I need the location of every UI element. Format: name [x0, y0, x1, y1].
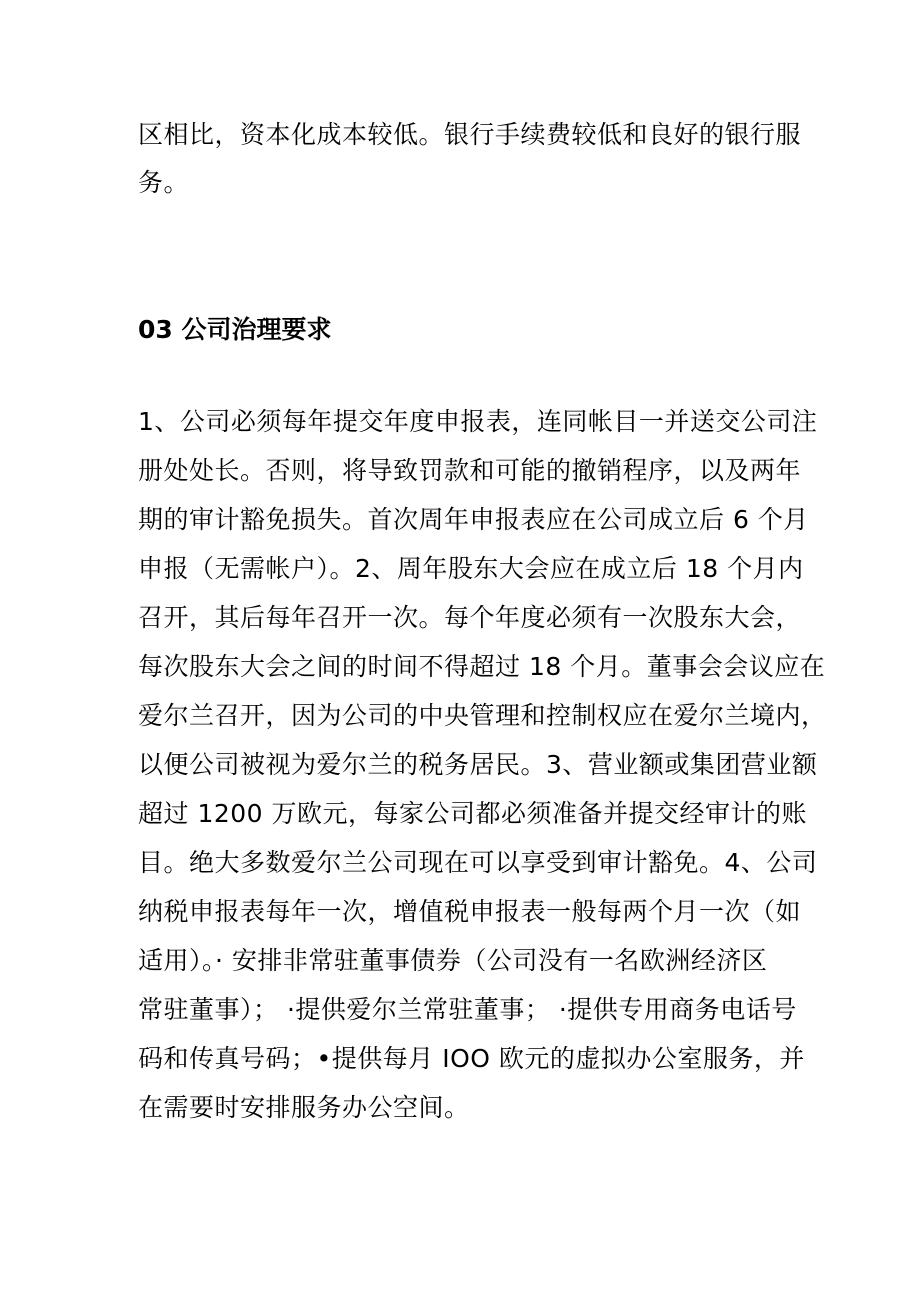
intro-line-1: 区相比，资本化成本较低。银行手续费较低和良好的银行服 [138, 120, 802, 149]
body-line-11: 纳税申报表每年一次，增值税申报表一般每两个月一次（如 [138, 897, 802, 926]
section-heading: 03 公司治理要求 [138, 315, 332, 344]
body-line-13: 常驻董事）； ·提供爱尔兰常驻董事； ·提供专用商务电话号 [138, 995, 797, 1024]
body-line-1: 1、公司必须每年提交年度申报表，连同帐目一并送交公司注 [138, 407, 818, 436]
body-line-10: 目。绝大多数爱尔兰公司现在可以享受到审计豁免。4、公司 [138, 848, 818, 877]
body-line-9: 超过 1200 万欧元，每家公司都必须准备并提交经审计的账 [138, 799, 808, 828]
body-line-6: 每次股东大会之间的时间不得超过 18 个月。董事会会议应在 [138, 652, 826, 681]
body-line-7: 爱尔兰召开，因为公司的中央管理和控制权应在爱尔兰境内， [138, 701, 827, 730]
body-line-4: 申报（无需帐户）。2、周年股东大会应在成立后 18 个月内 [138, 554, 804, 583]
body-line-14: 码和传真号码；•提供每月 IOO 欧元的虚拟办公室服务，并 [138, 1044, 805, 1073]
body-line-12: 适用）。· 安排非常驻董事债券（公司没有一名欧洲经济区 [138, 946, 768, 975]
body-line-8: 以便公司被视为爱尔兰的税务居民。3、营业额或集团营业额 [138, 750, 818, 779]
body-line-15: 在需要时安排服务办公空间。 [138, 1093, 470, 1122]
body-line-5: 召开，其后每年召开一次。每个年度必须有一次股东大会， [138, 603, 802, 632]
body-line-3: 期的审计豁免损失。首次周年申报表应在公司成立后 6 个月 [138, 505, 809, 534]
intro-line-2: 务。 [138, 168, 190, 197]
body-line-2: 册处处长。否则，将导致罚款和可能的撤销程序，以及两年 [138, 456, 802, 485]
